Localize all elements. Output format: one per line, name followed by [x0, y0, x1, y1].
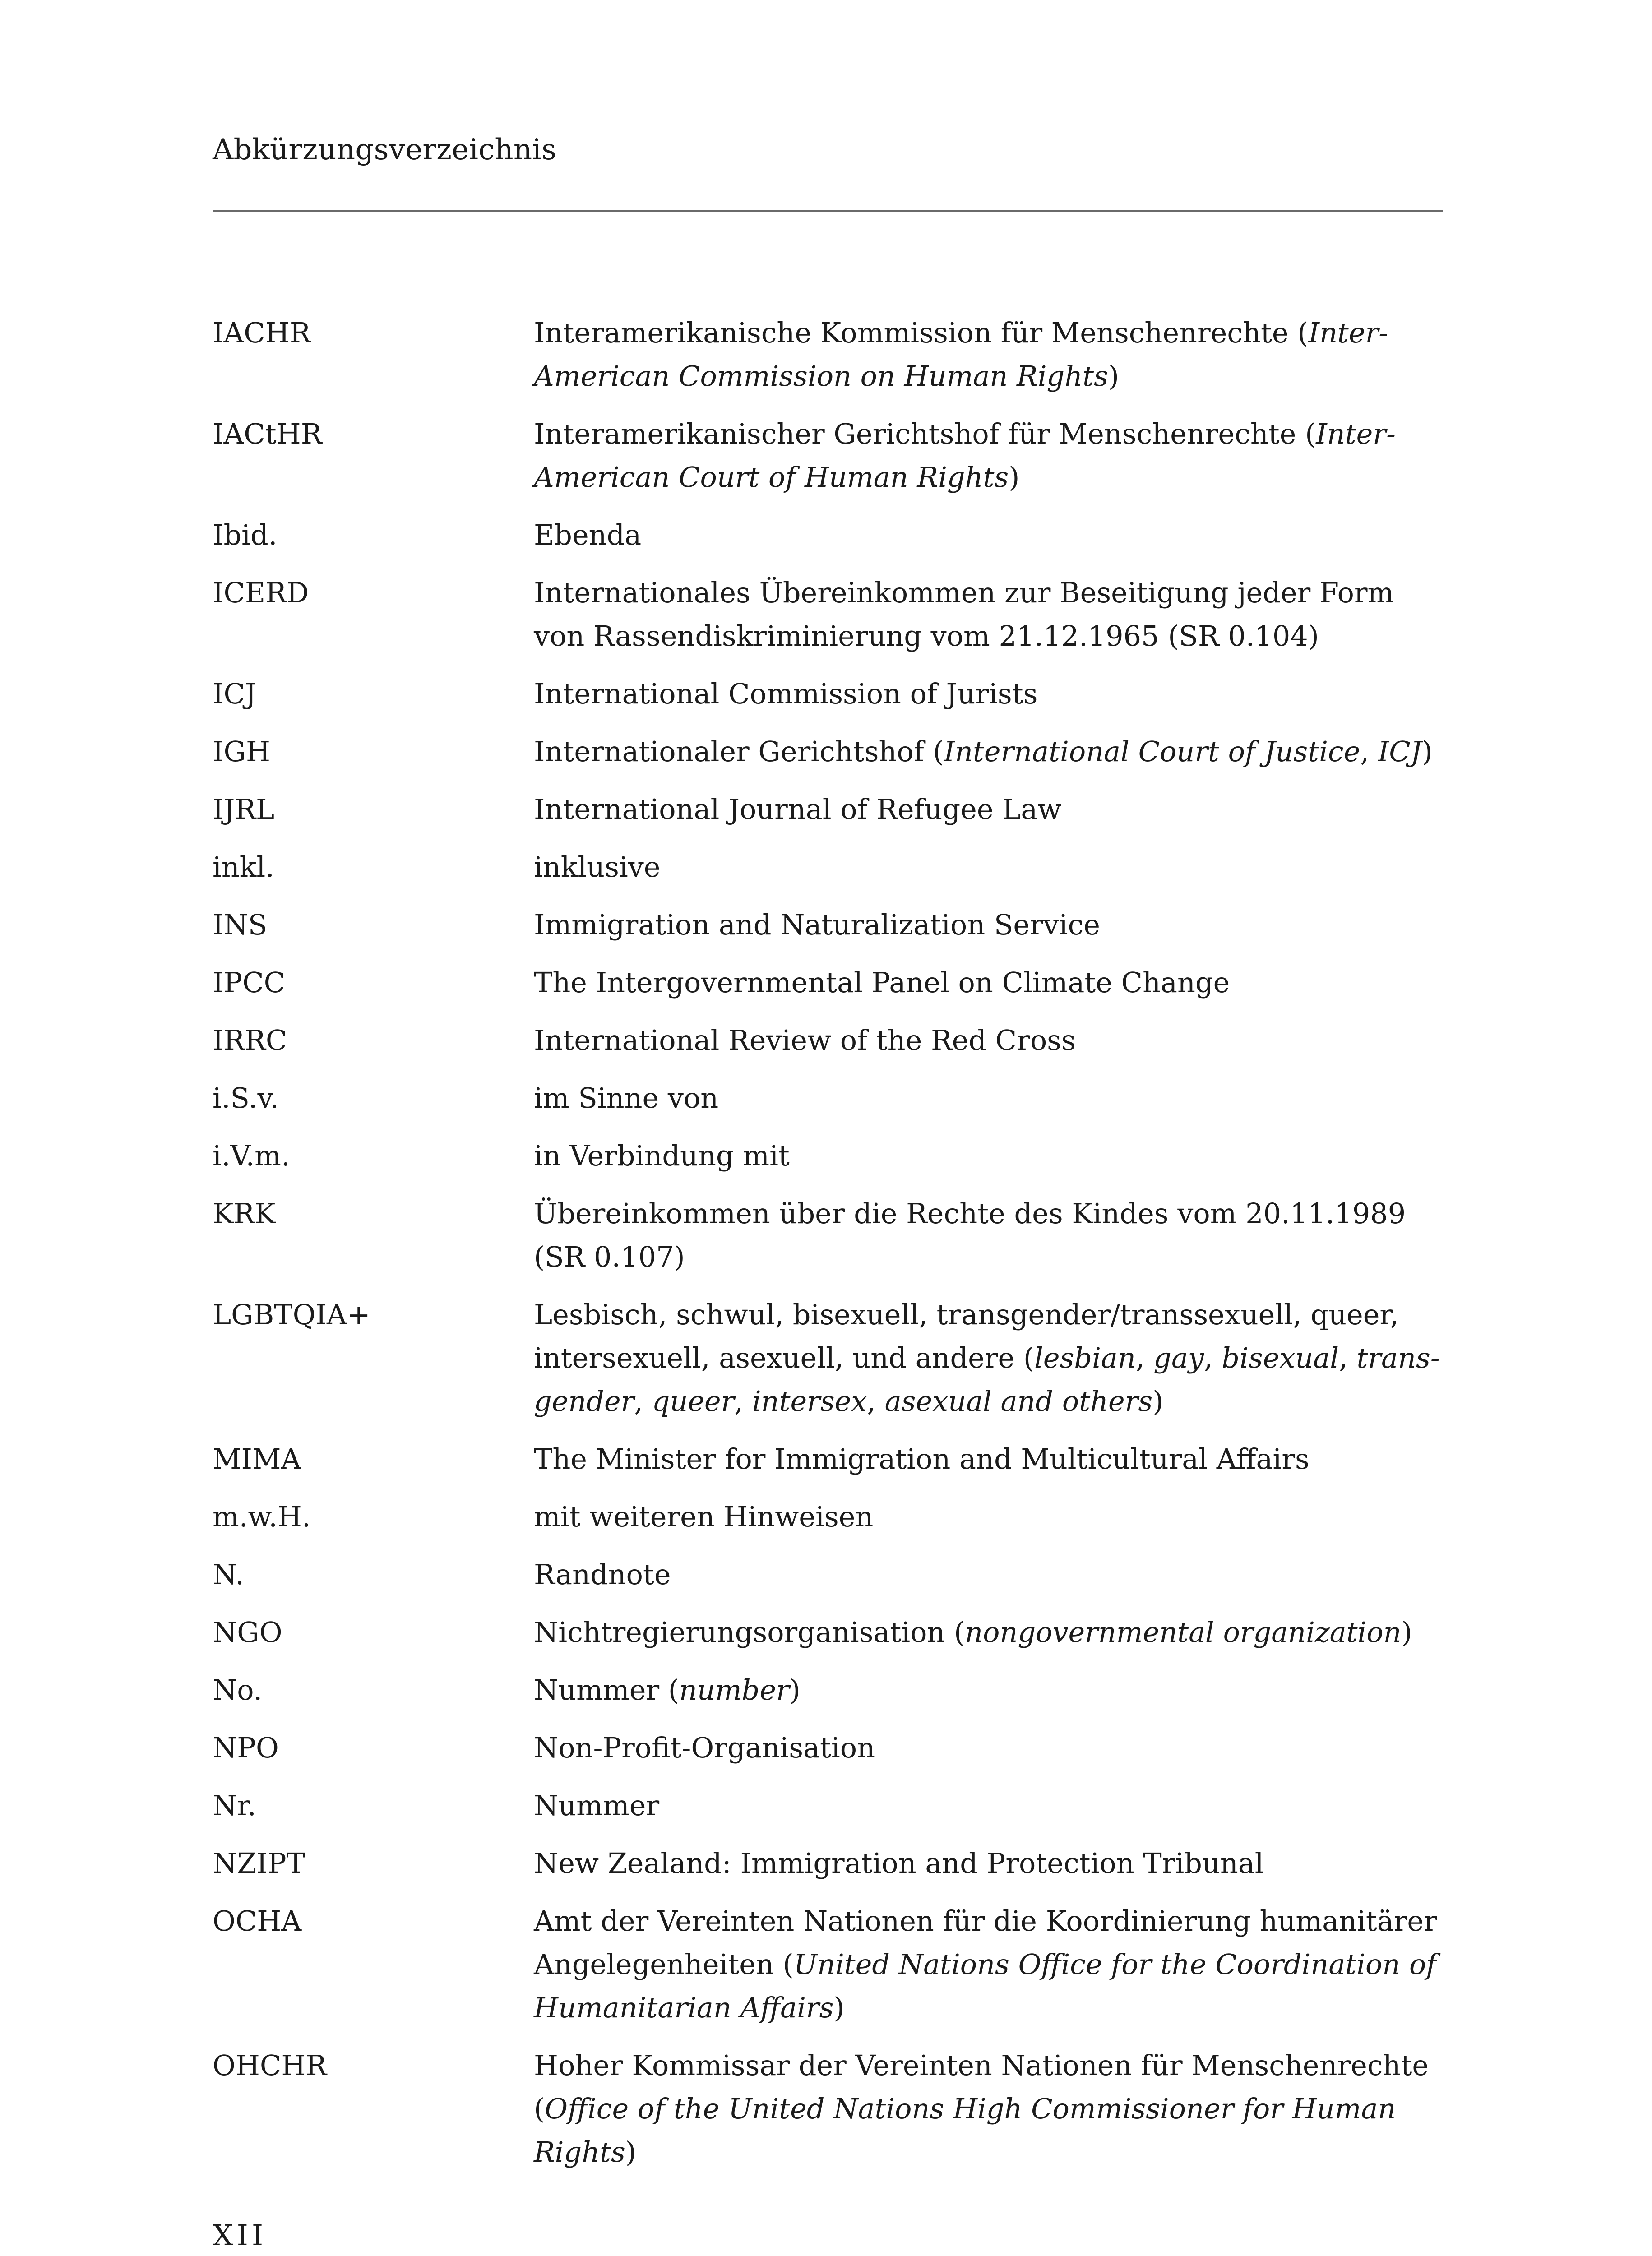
abbreviation-term: OCHA: [213, 1905, 302, 1937]
abbreviation-term: Nr.: [213, 1789, 256, 1822]
abbreviation-definition: [534, 1842, 1443, 1885]
definition-text: Hoher Kommissar der Vereinten Nationen für Menschenrechte: [534, 2049, 1429, 2082]
definition-text: Immigration and Naturalization Service: [534, 908, 1100, 941]
definition-text: (: [534, 2092, 545, 2125]
definition-text: Ebenda: [534, 518, 642, 551]
definition-text: ,: [1339, 1341, 1357, 1374]
definition-text: The Intergovernmental Panel on Climate Change: [534, 966, 1230, 999]
definition-text: International Commission of Jurists: [534, 677, 1038, 710]
definition-line: [534, 846, 1443, 889]
definition-text: ,: [867, 1385, 885, 1418]
definition-line: [534, 1192, 1443, 1235]
abbreviation-definition: [534, 1553, 1443, 1596]
definition-text: ): [1108, 360, 1120, 393]
abbreviation-definition: [534, 1019, 1443, 1062]
abbreviation-term: IACtHR: [213, 417, 322, 450]
definition-text: von Rassendiskriminierung vom 21.12.1965 (SR 0.104): [534, 619, 1319, 652]
abbreviation-term: Ibid.: [213, 518, 278, 551]
definition-line: [534, 412, 1443, 456]
definition-line: [534, 1842, 1443, 1885]
abbreviation-term: ICJ: [213, 677, 256, 710]
definition-line: [534, 903, 1443, 947]
definition-text: inklusive: [534, 851, 661, 883]
abbreviation-entry: [213, 903, 1443, 947]
abbreviation-definition: [534, 1438, 1443, 1481]
abbreviation-definition: [534, 412, 1443, 499]
abbreviation-definition: [534, 961, 1443, 1004]
definition-text: ,: [1360, 735, 1378, 768]
definition-line: [534, 1611, 1443, 1654]
definition-line: [534, 961, 1443, 1004]
definition-text: ,: [634, 1385, 652, 1418]
definition-italic-text: United Nations Office for the Coordination of: [793, 1948, 1437, 1981]
definition-line: [534, 2044, 1443, 2087]
definition-text: Nummer (: [534, 1674, 679, 1706]
abbreviation-entry: [213, 1784, 1443, 1827]
definition-text: ,: [734, 1385, 752, 1418]
definition-text: Non-Profit-Organisation: [534, 1731, 875, 1764]
abbreviation-entry: [213, 1900, 1443, 2029]
abbreviation-term: i.S.v.: [213, 1082, 279, 1114]
abbreviation-term: INS: [213, 908, 268, 941]
definition-text: ,: [1135, 1341, 1154, 1374]
definition-text: ,: [1203, 1341, 1222, 1374]
definition-italic-text: ICJ: [1378, 735, 1422, 768]
definition-line: [534, 355, 1443, 398]
abbreviation-entry: [213, 1077, 1443, 1120]
definition-text: ): [1401, 1616, 1412, 1649]
abbreviation-entry: [213, 672, 1443, 716]
definition-italic-text: International Court of Justice: [944, 735, 1360, 768]
definition-text: Übereinkommen über die Rechte des Kindes vom 20.11.1989: [534, 1197, 1406, 1230]
definition-line: [534, 1726, 1443, 1770]
abbreviation-entry: [213, 1192, 1443, 1279]
abbreviation-term: OHCHR: [213, 2049, 327, 2082]
definition-italic-text: bisexual: [1222, 1341, 1339, 1374]
definition-text: ): [625, 2136, 637, 2168]
definition-line: [534, 1134, 1443, 1178]
abbreviation-entry: [213, 412, 1443, 499]
definition-line: [534, 2131, 1443, 2174]
abbreviation-entry: [213, 961, 1443, 1004]
abbreviation-entry: [213, 846, 1443, 889]
definition-text: Interamerikanische Kommission für Menschenrechte (: [534, 316, 1309, 349]
definition-text: Nichtregierungsorganisation (: [534, 1616, 965, 1649]
abbreviation-term: No.: [213, 1674, 263, 1706]
definition-line: [534, 1943, 1443, 1986]
definition-italic-text: lesbian: [1034, 1341, 1136, 1374]
definition-line: [534, 1019, 1443, 1062]
abbreviation-term: IRRC: [213, 1024, 287, 1057]
definition-line: [534, 1077, 1443, 1120]
definition-italic-text: intersex: [752, 1385, 867, 1418]
abbreviation-definition: [534, 1726, 1443, 1770]
definition-line: [534, 1235, 1443, 1279]
abbreviation-term: IGH: [213, 735, 271, 768]
abbreviation-definition: [534, 2044, 1443, 2174]
definition-text: ): [833, 1991, 845, 2024]
abbreviation-definition: [534, 1611, 1443, 1654]
abbreviation-definition: [534, 1293, 1443, 1423]
definition-text: Internationales Übereinkommen zur Beseitigung jeder Form: [534, 576, 1394, 609]
abbreviation-term: NZIPT: [213, 1847, 305, 1880]
abbreviation-entry: [213, 571, 1443, 658]
abbreviation-term: NPO: [213, 1731, 279, 1764]
definition-line: [534, 1784, 1443, 1827]
definition-line: [534, 1669, 1443, 1712]
definition-line: [534, 311, 1443, 355]
definition-text: ): [789, 1674, 801, 1706]
definition-text: The Minister for Immigration and Multicultural Affairs: [534, 1442, 1310, 1475]
definition-text: International Review of the Red Cross: [534, 1024, 1076, 1057]
abbreviation-term: i.V.m.: [213, 1139, 290, 1172]
definition-italic-text: Humanitarian Affairs: [534, 1991, 834, 2024]
definition-text: Randnote: [534, 1558, 671, 1591]
definition-text: im Sinne von: [534, 1082, 719, 1114]
definition-text: Nummer: [534, 1789, 660, 1822]
abbreviation-entry: [213, 788, 1443, 831]
abbreviation-entry: [213, 1495, 1443, 1539]
abbreviation-term: inkl.: [213, 851, 274, 883]
abbreviation-definition: [534, 672, 1443, 716]
definition-text: in Verbindung mit: [534, 1139, 790, 1172]
definition-italic-text: American Court of Human Rights: [534, 461, 1009, 494]
abbreviation-entry: [213, 1669, 1443, 1712]
abbreviation-entry: [213, 1293, 1443, 1423]
definition-italic-text: American Commission on Human Rights: [534, 360, 1108, 393]
definition-text: (SR 0.107): [534, 1240, 685, 1273]
abbreviation-definition: [534, 513, 1443, 557]
abbreviation-definition: [534, 1784, 1443, 1827]
abbreviation-entry: [213, 1553, 1443, 1596]
definition-line: [534, 1900, 1443, 1943]
definition-text: Amt der Vereinten Nationen für die Koordinierung humanitärer: [534, 1905, 1437, 1937]
abbreviation-definition: [534, 1669, 1443, 1712]
definition-text: ): [1009, 461, 1020, 494]
definition-text: New Zealand: Immigration and Protection Tribunal: [534, 1847, 1264, 1880]
abbreviation-term: IPCC: [213, 966, 286, 999]
abbreviation-entry: [213, 311, 1443, 398]
abbreviation-entry: [213, 730, 1443, 773]
definition-text: Internationaler Gerichtshof (: [534, 735, 944, 768]
abbreviation-entry: [213, 513, 1443, 557]
definition-italic-text: Inter-: [1308, 316, 1388, 349]
abbreviation-definition: [534, 1495, 1443, 1539]
running-head: Abkürzungsverzeichnis: [213, 133, 557, 166]
abbreviation-term: N.: [213, 1558, 244, 1591]
definition-line: [534, 1986, 1443, 2029]
header-rule: [213, 210, 1443, 212]
abbreviation-term: m.w.H.: [213, 1500, 311, 1533]
abbreviation-term: LGBTQIA+: [213, 1298, 370, 1331]
definition-text: intersexuell, asexuell, und andere (: [534, 1341, 1035, 1374]
abbreviation-term: IJRL: [213, 793, 275, 826]
definition-text: mit weiteren Hinweisen: [534, 1500, 874, 1533]
definition-text: Angelegenheiten (: [534, 1948, 794, 1981]
definition-line: [534, 571, 1443, 615]
definition-text: Lesbisch, schwul, bisexuell, transgender/transsexuell, queer,: [534, 1298, 1399, 1331]
abbreviation-definition: [534, 1900, 1443, 2029]
abbreviation-term: NGO: [213, 1616, 282, 1649]
definition-italic-text: Inter-: [1316, 417, 1396, 450]
definition-italic-text: Rights: [534, 2136, 625, 2168]
definition-line: [534, 456, 1443, 499]
abbreviation-entry: [213, 1438, 1443, 1481]
definition-text: International Journal of Refugee Law: [534, 793, 1062, 826]
abbreviation-definition: [534, 1134, 1443, 1178]
definition-italic-text: trans-: [1356, 1341, 1440, 1374]
definition-italic-text: Office of the United Nations High Commissioner for Human: [545, 2092, 1396, 2125]
definition-line: [534, 672, 1443, 716]
definition-italic-text: gay: [1153, 1341, 1204, 1374]
definition-text: Interamerikanischer Gerichtshof für Menschenrechte (: [534, 417, 1316, 450]
definition-line: [534, 1553, 1443, 1596]
definition-italic-text: number: [679, 1674, 790, 1706]
abbreviation-entry: [213, 2044, 1443, 2174]
abbreviation-list: [213, 311, 1443, 2188]
abbreviation-entry: [213, 1726, 1443, 1770]
abbreviation-term: ICERD: [213, 576, 309, 609]
abbreviation-entry: [213, 1842, 1443, 1885]
definition-line: [534, 730, 1443, 773]
abbreviation-definition: [534, 1192, 1443, 1279]
definition-line: [534, 1495, 1443, 1539]
abbreviation-term: MIMA: [213, 1442, 301, 1475]
definition-line: [534, 1380, 1443, 1423]
abbreviation-term: IACHR: [213, 316, 311, 349]
abbreviation-definition: [534, 571, 1443, 658]
definition-italic-text: gender: [534, 1385, 634, 1418]
abbreviation-entry: [213, 1134, 1443, 1178]
definition-text: ): [1152, 1385, 1164, 1418]
definition-line: [534, 1293, 1443, 1336]
definition-italic-text: queer: [652, 1385, 735, 1418]
definition-line: [534, 1336, 1443, 1380]
definition-line: [534, 788, 1443, 831]
abbreviation-definition: [534, 730, 1443, 773]
abbreviation-term: KRK: [213, 1197, 276, 1230]
abbreviation-definition: [534, 1077, 1443, 1120]
abbreviation-definition: [534, 846, 1443, 889]
abbreviation-definition: [534, 788, 1443, 831]
definition-italic-text: nongovernmental organization: [965, 1616, 1402, 1649]
abbreviation-entry: [213, 1611, 1443, 1654]
abbreviation-definition: [534, 311, 1443, 398]
abbreviation-entry: [213, 1019, 1443, 1062]
definition-line: [534, 615, 1443, 658]
page-number: XII: [213, 2219, 267, 2252]
definition-text: ): [1421, 735, 1433, 768]
definition-line: [534, 1438, 1443, 1481]
definition-italic-text: asexual and others: [884, 1385, 1153, 1418]
definition-line: [534, 513, 1443, 557]
abbreviation-definition: [534, 903, 1443, 947]
definition-line: [534, 2087, 1443, 2131]
